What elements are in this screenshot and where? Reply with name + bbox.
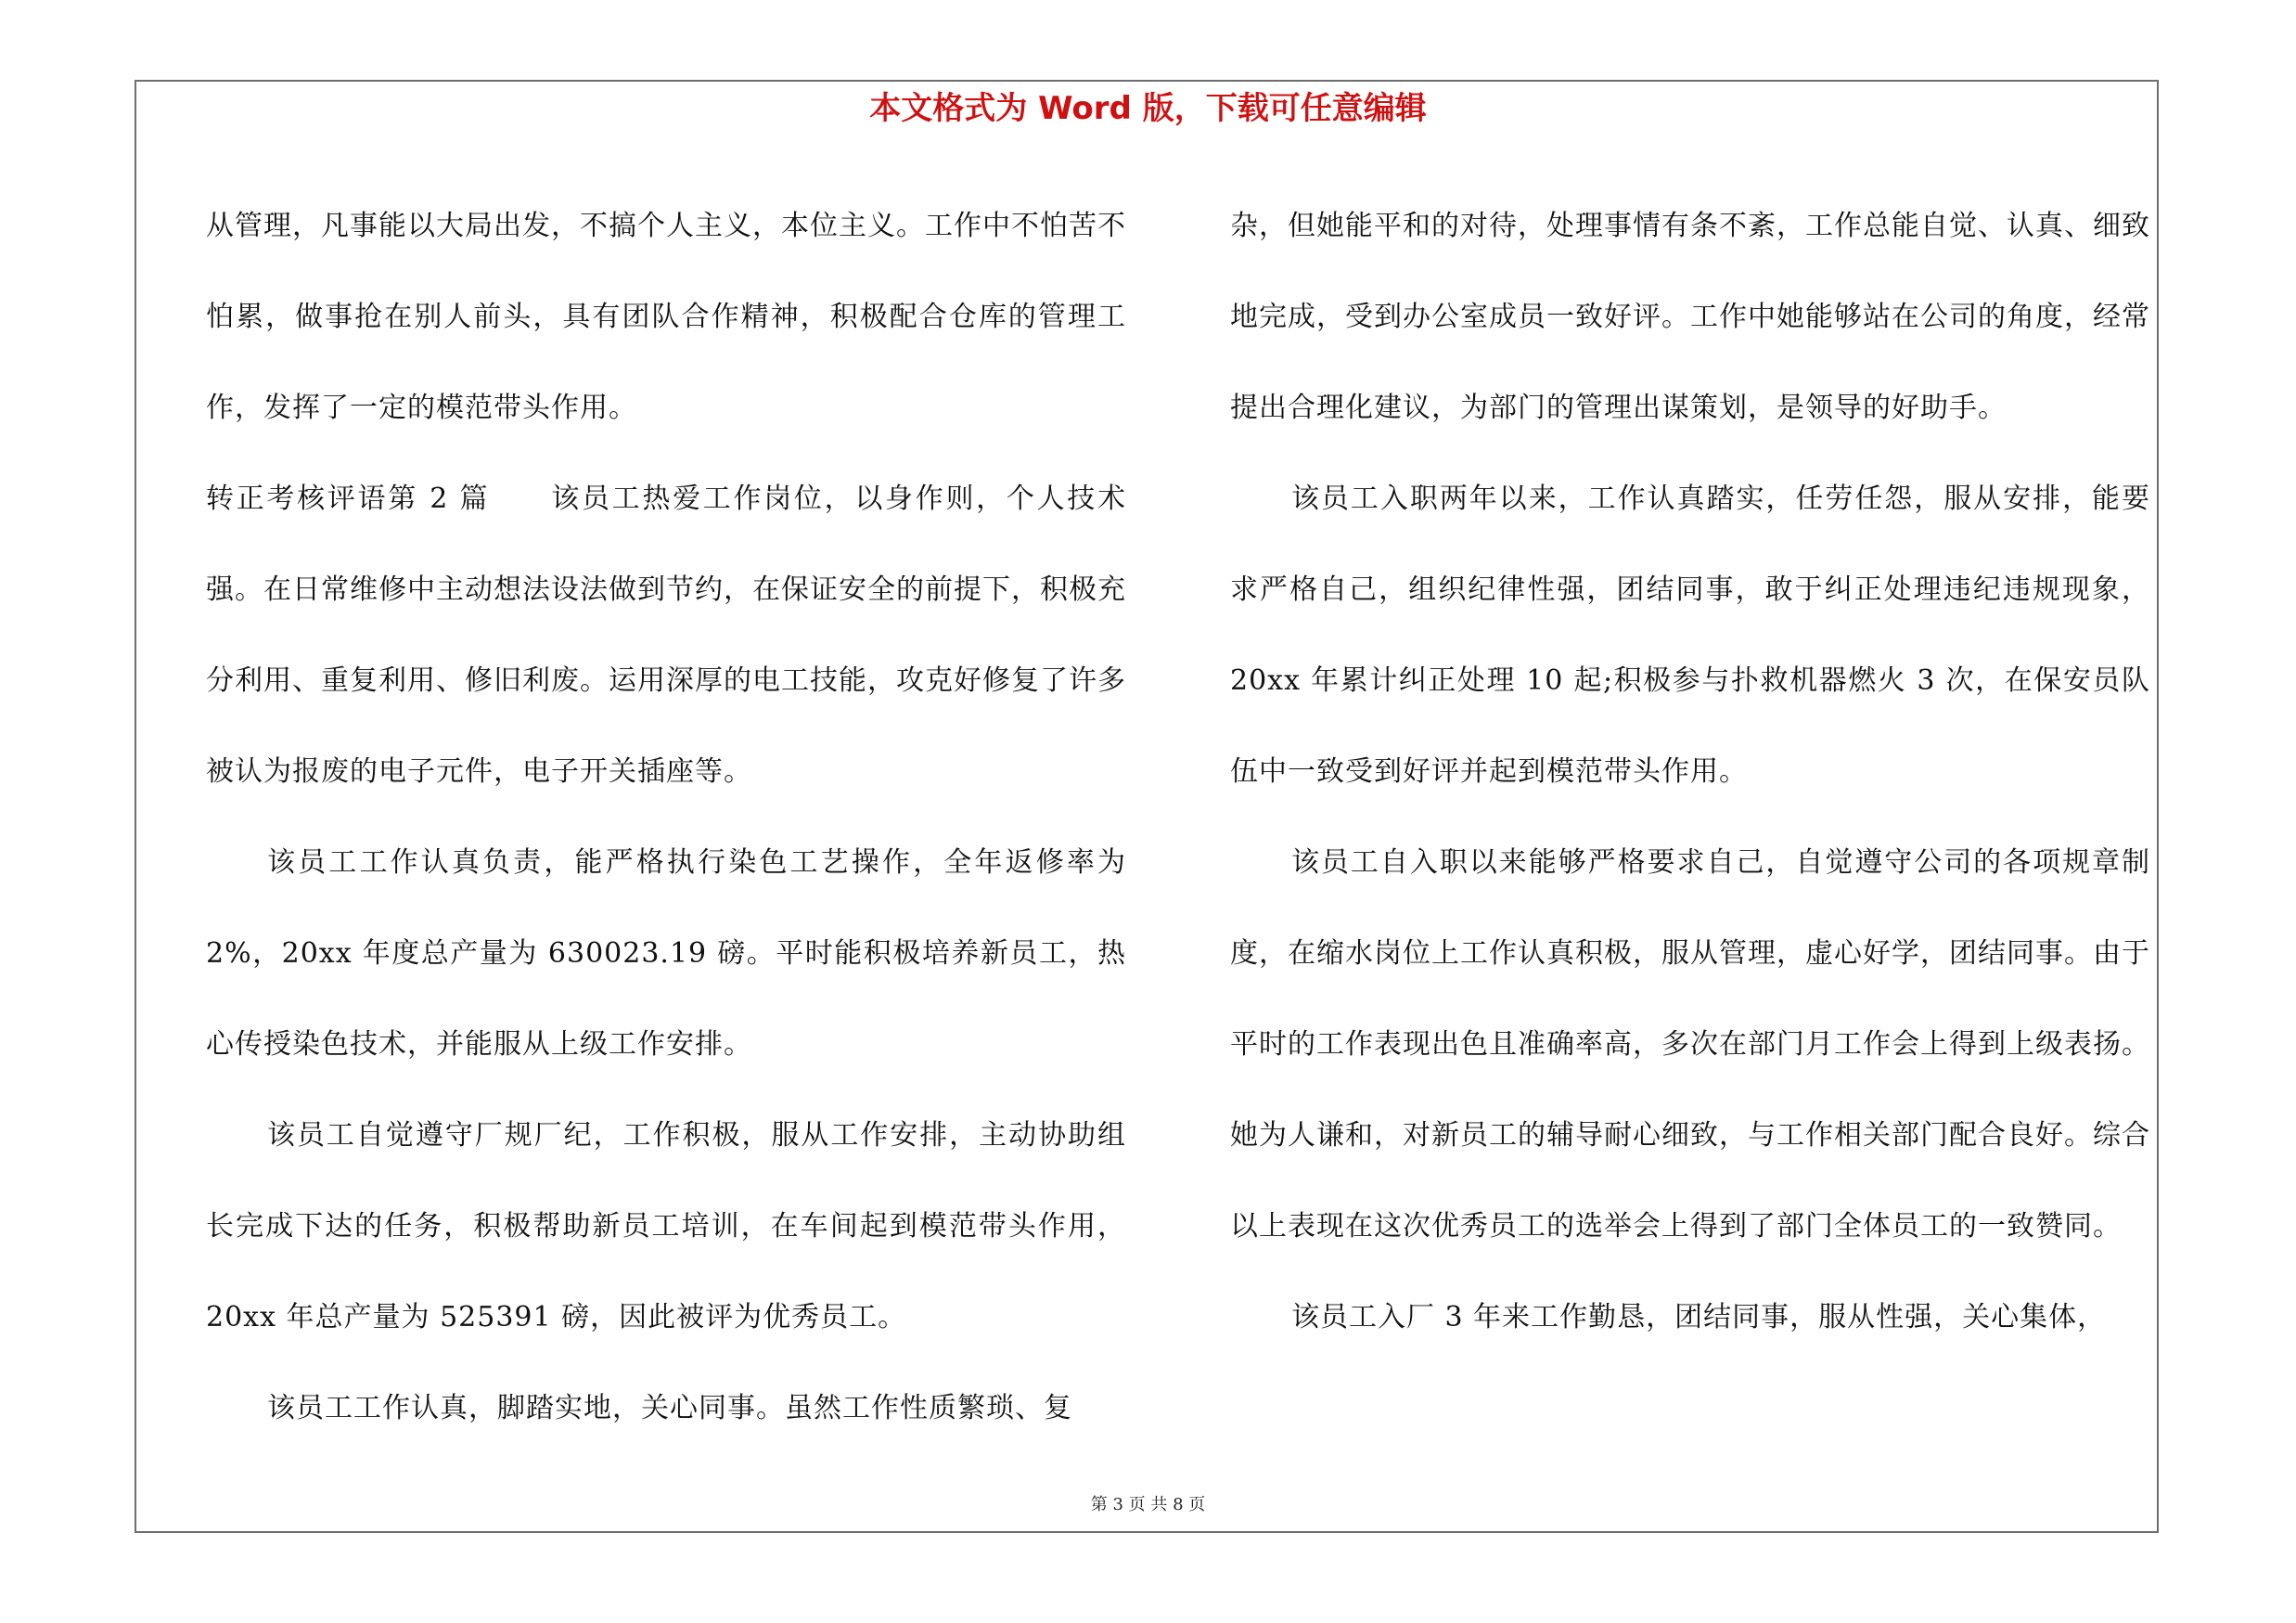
paragraph: 该员工入职两年以来，工作认真踏实，任劳任怨，服从安排，能要求严格自己，组织纪律性强，团结同事，敢于纠正处理违纪违规现象，20xx 年累计纠正处理 10 起;积极参与扑救机器燃火 3 次，在保安员队伍中一致受到好评并起到模范带头作用。 <box>1230 483 2150 788</box>
paragraph: 该员工入厂 3 年来工作勤恳，团结同事，服从性强，关心集体， <box>1291 1301 2107 1333</box>
left-column <box>206 181 1126 1454</box>
paragraph-text: 该员工热爱工作岗位，以身作则，个人技术强。在日常维修中主动想法设法做到节约，在保证安全的前提下，积极充分利用、重复利用、修旧利废。运用深厚的电工技能，攻克好修复了许多被认为报废的电子元件，电子开关插座等。 <box>206 483 1126 788</box>
paragraph: 从管理，凡事能以大局出发，不搞个人主义，本位主义。工作中不怕苦不怕累，做事抢在别人前头，具有团队合作精神，积极配合仓库的管理工作，发挥了一定的模范带头作用。 <box>206 210 1126 424</box>
section-heading: 转正考核评语第 2 篇 <box>206 483 491 515</box>
paragraph: 该员工工作认真，脚踏实地，关心同事。虽然工作性质繁琐、复 <box>267 1392 1072 1424</box>
paragraph: 该员工自入职以来能够严格要求自己，自觉遵守公司的各项规章制度，在缩水岗位上工作认真积极，服从管理，虚心好学，团结同事。由于平时的工作表现出色且准确率高，多次在部门月工作会上得到上级表扬。她为人谦和，对新员工的辅导耐心细致，与工作相关部门配合良好。综合以上表现在这次优秀员工的选举会上得到了部门全体员工的一致赞同。 <box>1230 846 2150 1243</box>
paragraph: 该员工工作认真负责，能严格执行染色工艺操作，全年返修率为 2%，20xx 年度总产量为 630023.19 磅。平时能积极培养新员工，热心传授染色技术，并能服从上级工作安排。 <box>206 846 1126 1061</box>
right-column <box>1230 181 2150 1363</box>
paragraph: 杂，但她能平和的对待，处理事情有条不紊，工作总能自觉、认真、细致地完成，受到办公室成员一致好评。工作中她能够站在公司的角度，经常提出合理化建议，为部门的管理出谋策划，是领导的好助手。 <box>1230 210 2150 424</box>
page-number: 第 3 页 共 8 页 <box>1090 1495 1206 1514</box>
header-banner: 本文格式为 Word 版，下载可任意编辑 <box>869 90 1427 127</box>
paragraph: 该员工自觉遵守厂规厂纪，工作积极，服从工作安排，主动协助组长完成下达的任务，积极帮助新员工培训，在车间起到模范带头作用，20xx 年总产量为 525391 磅，因此被评为优秀员工。 <box>206 1119 1126 1333</box>
paragraph <box>206 454 1126 818</box>
